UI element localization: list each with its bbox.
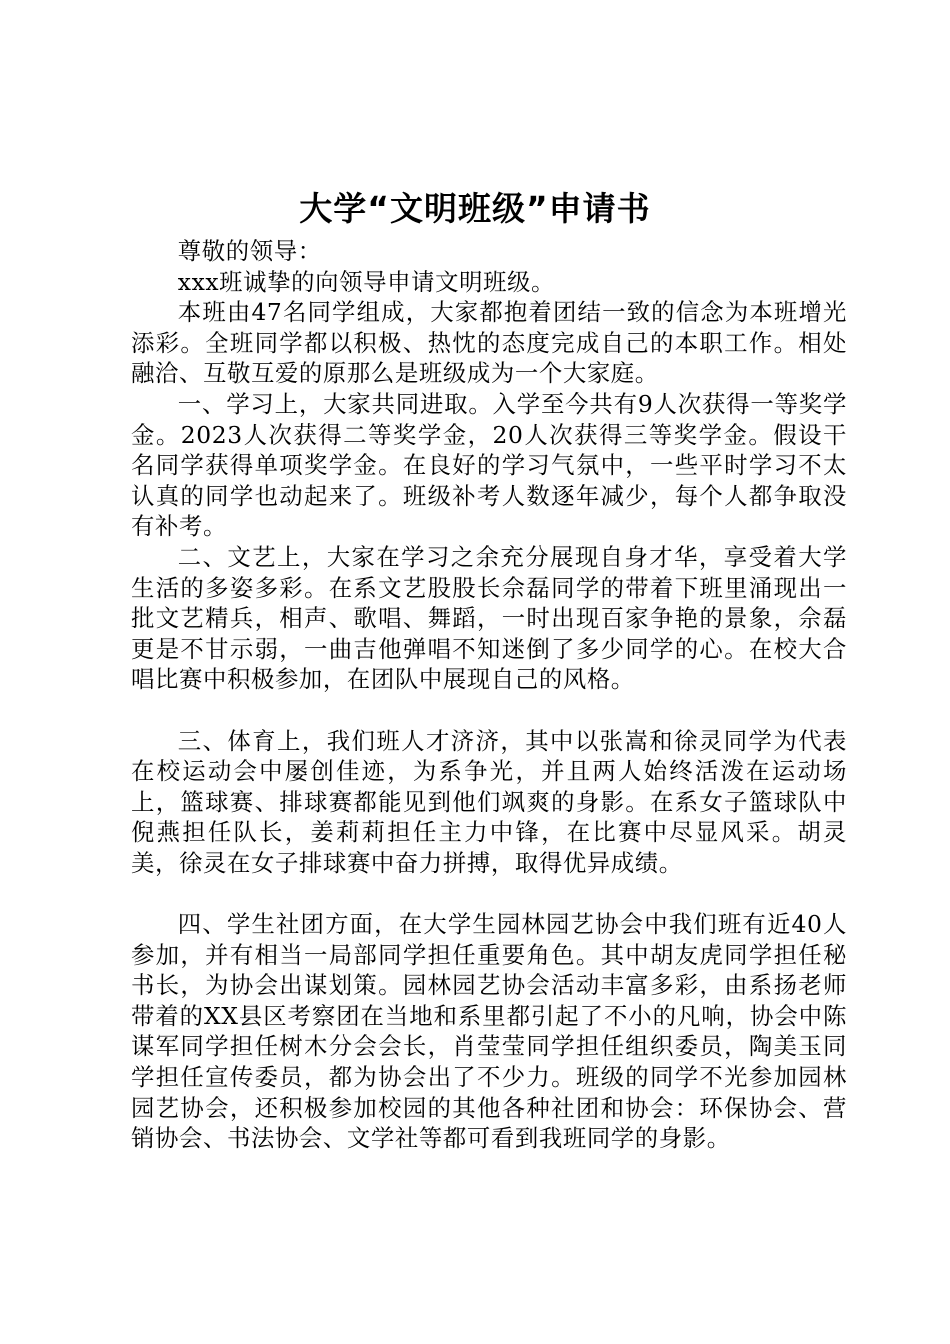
paragraph-class-overview: 本班由47名同学组成，大家都抱着团结一致的信念为本班增光添彩。全班同学都以积极、热忱的态度完成自己的本职工作。相处融洽、互敬互爱的原那么是班级成为一个大家庭。 [131, 298, 847, 388]
paragraph-clubs: 四、学生社团方面，在大学生园林园艺协会中我们班有近40人参加，并有相当一局部同学担任重要角色。其中胡友虎同学担任秘书长，为协会出谋划策。园林园艺协会活动丰富多彩，由系扬老师带着的XX县区考察团在当地和系里都引起了不小的凡响，协会中陈谋军同学担任树木分会会长，肖莹莹同学担任组织委员，陶美玉同学担任宣传委员，都为协会出了不少力。班级的同学不光参加园林园艺协会，还积极参加校园的其他各种社团和协会：环保协会、营销协会、书法协会、文学社等都可看到我班同学的身影。 [131, 910, 847, 1153]
paragraph-arts: 二、文艺上，大家在学习之余充分展现自身才华，享受着大学生活的多姿多彩。在系文艺股股长佘磊同学的带着下班里涌现出一批文艺精兵，相声、歌唱、舞蹈，一时出现百家争艳的景象，佘磊更是不甘示弱，一曲吉他弹唱不知迷倒了多少同学的心。在校大合唱比赛中积极参加，在团队中展现自己的风格。 [131, 542, 847, 694]
paragraph-study: 一、学习上，大家共同进取。入学至今共有9人次获得一等奖学金。2023人次获得二等奖学金，20人次获得三等奖学金。假设干名同学获得单项奖学金。在良好的学习气氛中，一些平时学习不太认真的同学也动起来了。班级补考人数逐年减少，每个人都争取没有补考。 [131, 389, 847, 541]
salutation: 尊敬的领导： [177, 237, 322, 265]
document-title: 大学“文明班级”申请书 [299, 189, 651, 228]
document-body [131, 236, 847, 1154]
paragraph-intro: xxx班诚挚的向领导申请文明班级。 [177, 267, 556, 296]
paragraph-sports: 三、体育上，我们班人才济济，其中以张嵩和徐灵同学为代表在校运动会中屡创佳迹，为系争光，并且两人始终活泼在运动场上，篮球赛、排球赛都能见到他们飒爽的身影。在系女子篮球队中倪燕担任队长，姜莉莉担任主力中锋，在比赛中尽显风采。胡灵美，徐灵在女子排球赛中奋力拼搏，取得优异成绩。 [131, 726, 847, 877]
